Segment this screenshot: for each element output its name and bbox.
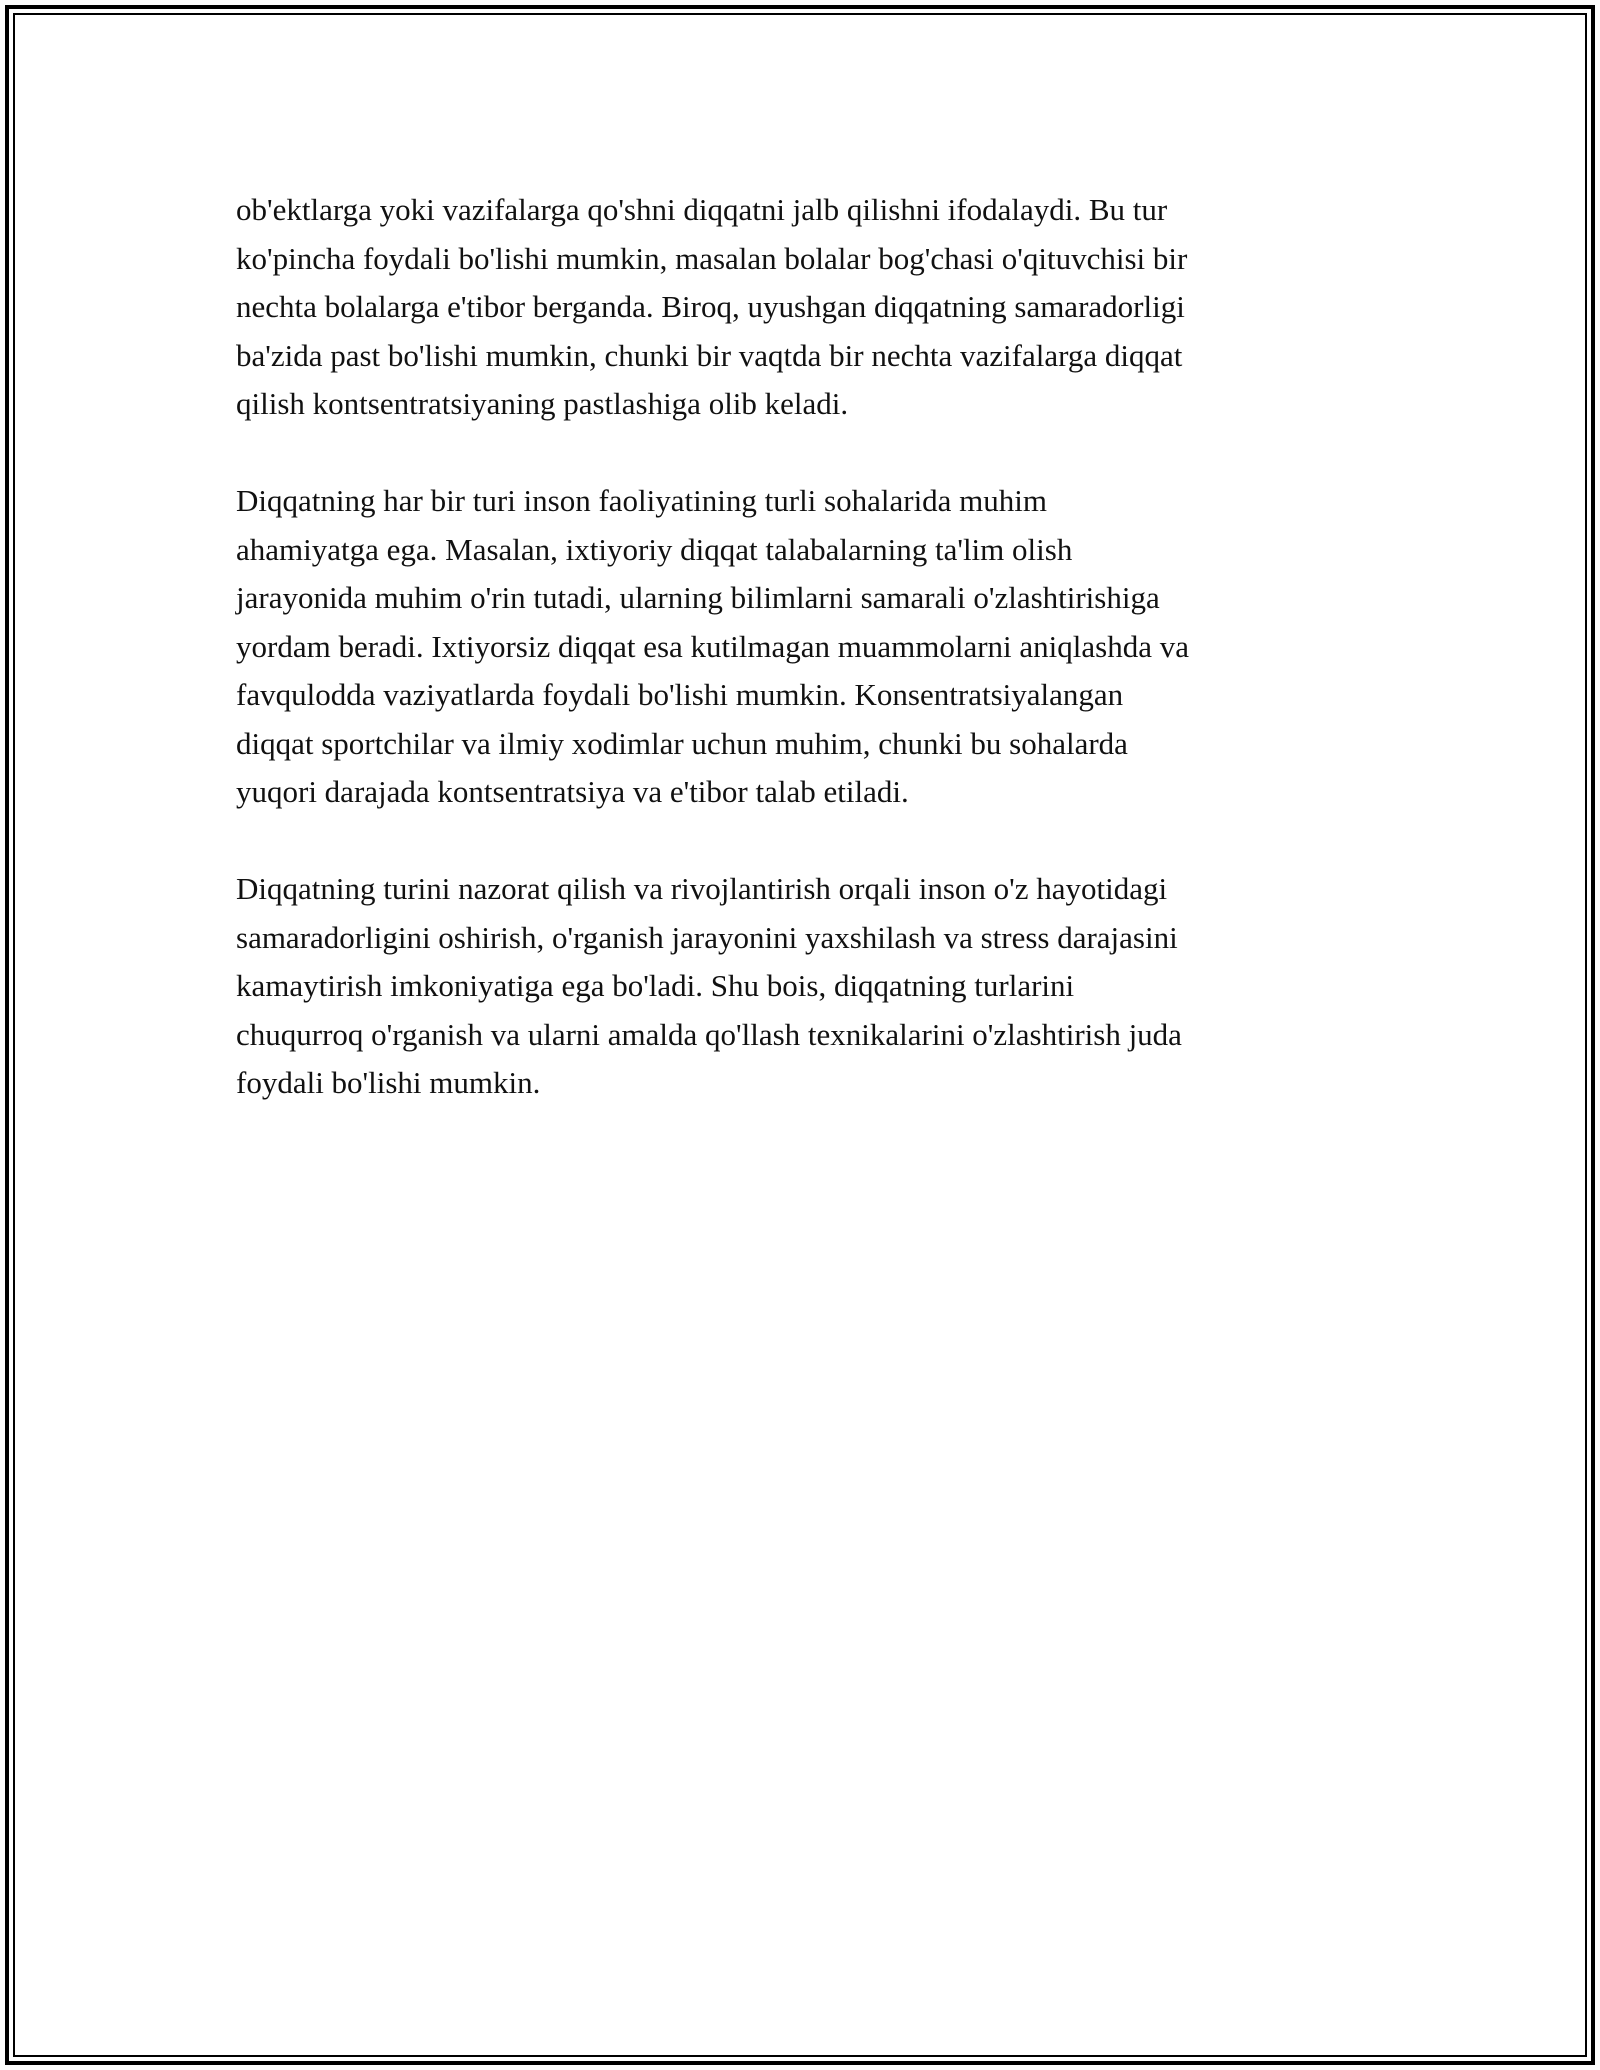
document-body <box>236 186 1366 1108</box>
paragraph-3: Diqqatning turini nazorat qilish va rivojlantirish orqali inson o'z hayotidagi samaradorligini oshirish, o'rganish jarayonini yaxshilash va stress darajasini kamaytirish imkoniyatiga ega bo'ladi. Shu bois, diqqatning turlarini chuqurroq o'rganish va ularni amalda qo'llash texnikalarini o'zlashtirish juda foydali bo'lishi mumkin. <box>236 871 1182 1100</box>
paragraph-2: Diqqatning har bir turi inson faoliyatining turli sohalarida muhim ahamiyatga ega. Masalan, ixtiyoriy diqqat talabalarning ta'lim olish jarayonida muhim o'rin tutadi, ularning bilimlarni samarali o'zlashtirishiga yordam beradi. Ixtiyorsiz diqqat esa kutilmagan muammolarni aniqlashda va favqulodda vaziyatlarda foydali bo'lishi mumkin. Konsentratsiyalangan diqqat sportchilar va ilmiy xodimlar uchun muhim, chunki bu sohalarda yuqori darajada kontsentratsiya va e'tibor talab etiladi. <box>236 483 1189 809</box>
paragraph-1: ob'ektlarga yoki vazifalarga qo'shni diqqatni jalb qilishni ifodalaydi. Bu tur ko'pincha foydali bo'lishi mumkin, masalan bolalar bog'chasi o'qituvchisi bir nechta bolalarga e'tibor berganda. Biroq, uyushgan diqqatning samaradorligi ba'zida past bo'lishi mumkin, chunki bir vaqtda bir nechta vazifalarga diqqat qilish kontsentratsiyaning pastlashiga olib keladi. <box>236 192 1188 421</box>
